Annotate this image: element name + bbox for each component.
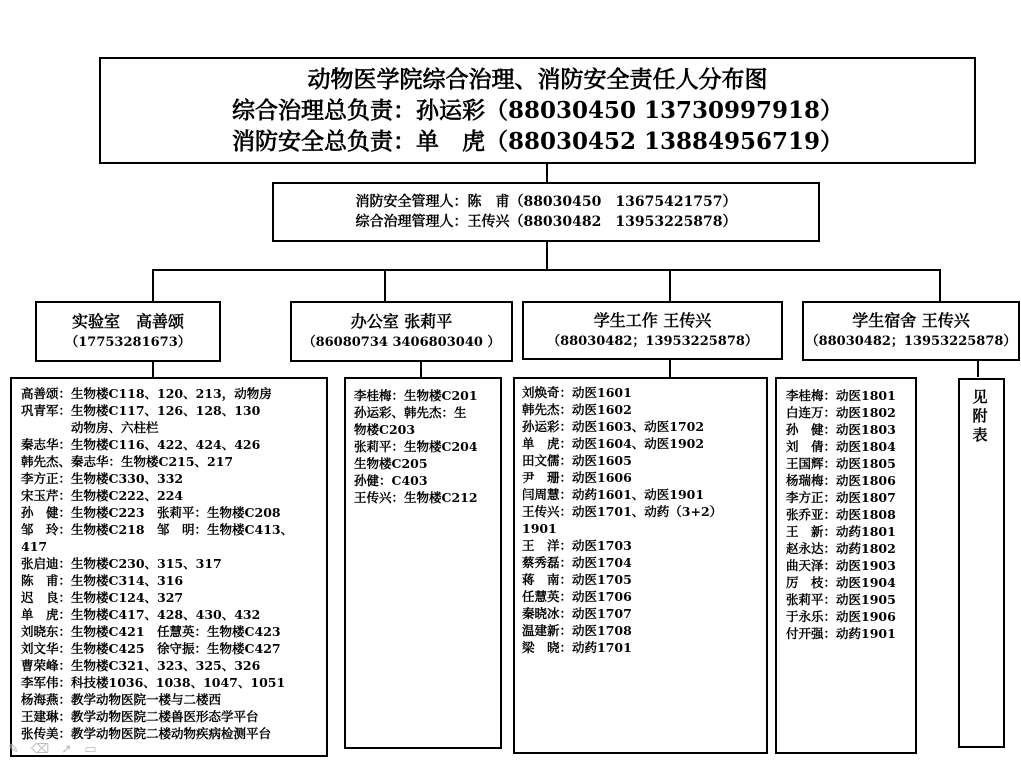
dorm-list-item: 刘 倩：动医1804	[786, 439, 896, 454]
lab-list-item: 李方正：生物楼C330、332	[21, 471, 184, 486]
header-box	[99, 57, 976, 164]
pen-icon[interactable]: ✎	[8, 742, 19, 757]
lab-list-item: 曹荣峰：生物楼C321、323、325、326	[21, 658, 261, 673]
lab-list-box	[10, 377, 328, 757]
dept-name: 办公室 张莉平	[350, 311, 453, 331]
connector-line	[669, 269, 671, 301]
office-list-box	[344, 377, 502, 749]
office-list-item: 孙运彩、韩先杰：生	[354, 405, 467, 420]
office-list-item: 孙健：C403	[354, 473, 428, 488]
lab-list-item: 宋玉芹：生物楼C222、224	[21, 488, 184, 503]
connector-line	[546, 242, 548, 270]
lab-list-item: 陈 甫：生物楼C314、316	[21, 573, 184, 588]
lab-list-item: 单 虎：生物楼C417、428、430、432	[21, 607, 261, 622]
student-list-box	[513, 377, 768, 754]
dept-lab	[35, 301, 221, 362]
dorm-list-item: 赵永达：动药1802	[786, 541, 896, 556]
dept-tel: （17753281673）	[65, 334, 191, 350]
dorm-list-item: 李方正：动医1807	[786, 490, 896, 505]
connector-line	[152, 362, 154, 377]
dept-tel: （88030482；13953225878）	[805, 334, 1017, 349]
appendix-box	[958, 378, 1005, 748]
lab-list-item: 张传美：教学动物医院二楼动物疾病检测平台	[21, 726, 272, 741]
dorm-list-item: 张莉平：动医1905	[786, 592, 896, 607]
lab-list-item: 杨海燕：教学动物医院一楼与二楼西	[21, 692, 222, 707]
office-list-item: 物楼C203	[354, 422, 416, 437]
dorm-list-item: 王国辉：动医1805	[786, 456, 896, 471]
office-list-item: 王传兴：生物楼C212	[354, 490, 478, 505]
lab-list-item: 李军伟：科技楼1036、1038、1047、1051	[21, 675, 286, 690]
dorm-list	[786, 387, 916, 642]
dorm-list-item: 李桂梅：动医1801	[786, 388, 896, 403]
dorm-list-box	[775, 377, 917, 754]
connector-line	[977, 361, 979, 377]
dorm-list-item: 孙 健：动医1803	[786, 422, 896, 437]
comprehensive-manager: 综合治理管理人：王传兴（88030482 13953225878）	[355, 214, 737, 230]
lab-list-item: 王建琳：教学动物医院二楼兽医形态学平台	[21, 709, 259, 724]
student-list-item: 韩先杰：动医1602	[522, 402, 632, 417]
fire-chief: 消防安全总负责：单 虎（88030452 13884956719）	[231, 128, 844, 155]
lab-list-item: 巩青军：生物楼C117、126、128、130	[21, 403, 261, 418]
connector-line	[669, 360, 671, 377]
connector-line	[546, 164, 548, 182]
slideshow-toolbar[interactable]	[8, 742, 97, 757]
dept-name: 实验室 高善颂	[71, 311, 184, 331]
lab-list-item: 刘文华：生物楼C425 徐守振：生物楼C427	[21, 641, 281, 656]
dorm-list-item: 曲天泽：动医1903	[786, 558, 896, 573]
student-list-item: 秦晓冰：动医1707	[522, 606, 632, 621]
dept-student-work	[522, 301, 783, 360]
student-list-item: 蒋 南：动医1705	[522, 572, 632, 587]
pointer-icon[interactable]: ➚	[61, 742, 73, 757]
lab-list	[21, 385, 326, 742]
dept-tel: （88030482；13953225878）	[547, 333, 758, 349]
lab-list-item: 迟 良：生物楼C124、327	[21, 590, 184, 605]
office-list	[354, 387, 500, 506]
appendix-note: 见附表	[972, 388, 988, 444]
student-list-item: 王 洋：动医1703	[522, 538, 632, 553]
connector-line	[152, 269, 941, 271]
connector-line	[420, 362, 422, 377]
office-list-item: 李桂梅：生物楼C201	[354, 388, 478, 403]
managers-box	[272, 182, 820, 242]
student-list-item: 闫周慧：动药1601、动医1901	[522, 487, 705, 502]
office-list-item: 张莉平：生物楼C204	[354, 439, 478, 454]
lab-list-item: 秦志华：生物楼C116、422、424、426	[21, 437, 261, 452]
dept-tel: （86080734 3406803040 ）	[302, 334, 501, 350]
lab-list-item: 孙 健：生物楼C223 张莉平：生物楼C208	[21, 505, 281, 520]
dorm-list-item: 于永乐：动医1906	[786, 609, 896, 624]
student-list-item: 梁 晓：动药1701	[522, 640, 632, 655]
student-list-item: 尹 珊：动医1606	[522, 470, 632, 485]
student-list-item: 1901	[522, 521, 557, 536]
dept-dormitory	[802, 301, 1020, 361]
student-list-item: 单 虎：动医1604、动医1902	[522, 436, 705, 451]
lab-list-item: 邹 玲：生物楼C218 邹 明：生物楼C413、	[21, 522, 294, 537]
lab-list-item: 刘晓东：生物楼C421 任慧英：生物楼C423	[21, 624, 281, 639]
student-list-item: 王传兴：动医1701、动药（3+2）	[522, 504, 723, 519]
dept-name: 学生宿舍 王传兴	[852, 311, 970, 330]
dorm-list-item: 白连万：动医1802	[786, 405, 896, 420]
connector-line	[939, 269, 941, 301]
comprehensive-chief: 综合治理总负责：孙运彩（88030450 13730997918）	[231, 97, 844, 124]
student-list	[522, 384, 767, 656]
student-list-item: 温建新：动医1708	[522, 623, 632, 638]
lab-list-item: 张启迪：生物楼C230、315、317	[21, 556, 222, 571]
student-list-item: 蔡秀磊：动医1704	[522, 555, 632, 570]
student-list-item: 田文儒：动医1605	[522, 453, 632, 468]
fire-manager: 消防安全管理人：陈 甫（88030450 13675421757）	[355, 194, 737, 210]
connector-line	[384, 269, 386, 301]
connector-line	[152, 269, 154, 301]
eraser-icon[interactable]: ⌫	[30, 742, 50, 757]
chart-title: 动物医学院综合治理、消防安全责任人分布图	[307, 66, 768, 93]
lab-list-item: 417	[21, 539, 48, 554]
lab-list-item: 韩先杰、秦志华：生物楼C215、217	[21, 454, 234, 469]
student-list-item: 刘焕奇：动医1601	[522, 385, 632, 400]
office-list-item: 生物楼C205	[354, 456, 428, 471]
dorm-list-item: 王 新：动药1801	[786, 524, 896, 539]
dorm-list-item: 厉 枝：动医1904	[786, 575, 896, 590]
dept-name: 学生工作 王传兴	[593, 310, 712, 330]
lab-list-item: 动物房、六柱栏	[21, 420, 159, 435]
dorm-list-item: 付开强：动药1901	[786, 626, 896, 641]
dorm-list-item: 杨瑞梅：动医1806	[786, 473, 896, 488]
lab-list-item: 高善颂：生物楼C118、120、213，动物房	[21, 386, 272, 401]
student-list-item: 任慧英：动医1706	[522, 589, 632, 604]
menu-icon[interactable]: ▭	[84, 742, 97, 757]
student-list-item: 孙运彩：动医1603、动医1702	[522, 419, 705, 434]
dept-office	[290, 301, 513, 362]
dorm-list-item: 张乔亚：动医1808	[786, 507, 896, 522]
